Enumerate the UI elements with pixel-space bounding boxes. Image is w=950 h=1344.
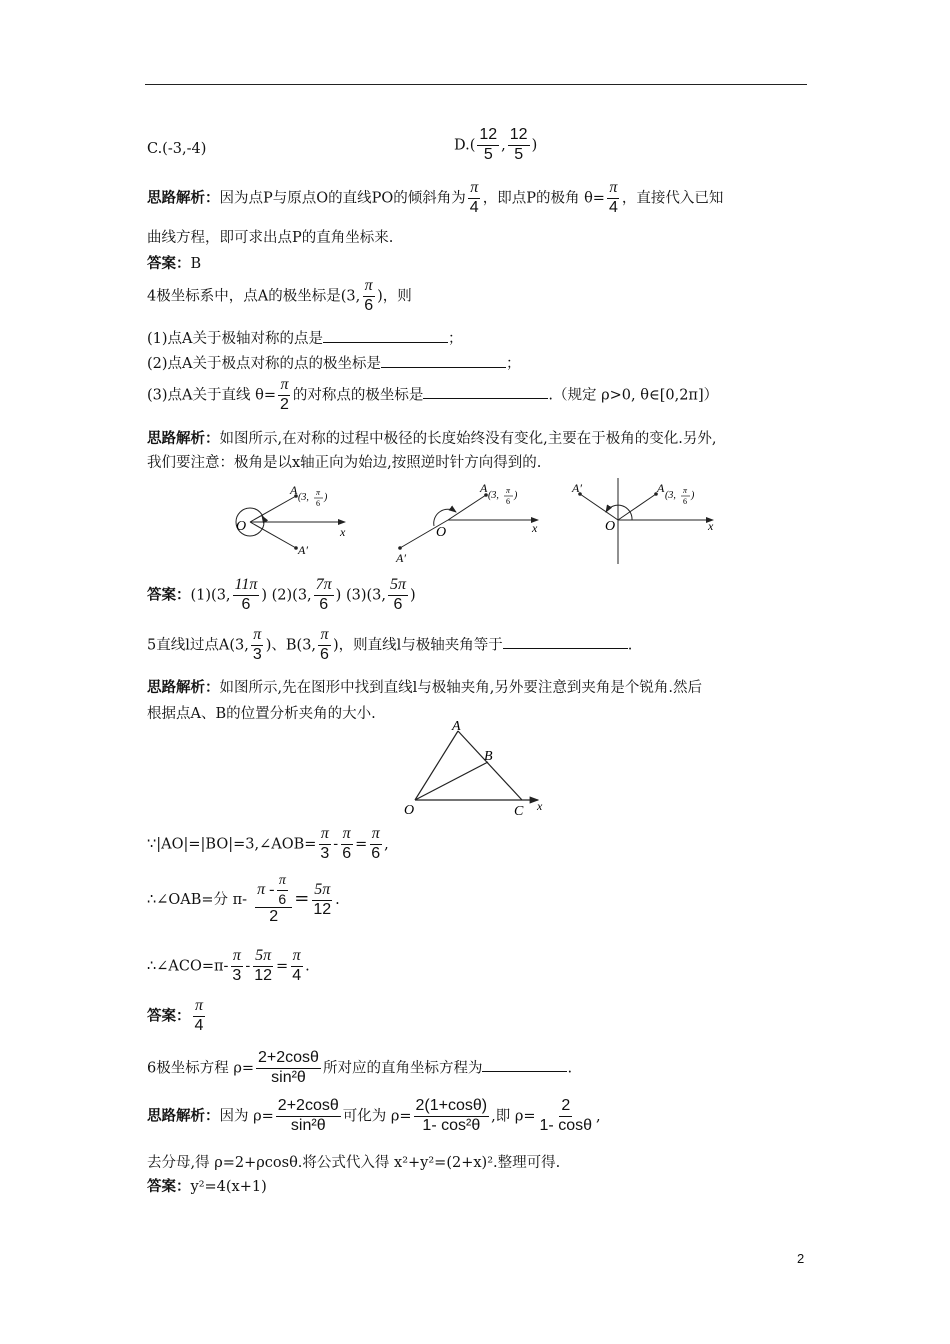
- q4-analysis-line1: 思路解析：如图所示,在对称的过程中极径的长度始终没有变化,主要在于极角的变化.另外,: [147, 431, 717, 447]
- q3-answer: 答案：B: [147, 256, 202, 272]
- q4-analysis-line2: 我们要注意：极角是以x轴正向为始边,按照逆时针方向得到的.: [147, 455, 542, 471]
- q6-stem: 6极坐标方程 ρ= $\frac{2+2\cos\theta}{\text{sin²θ}}$ 所对应的直角坐标方程为 .: [147, 1049, 573, 1086]
- q5-step1: ∵|AO|=|BO|=3,∠AOB= $\frac{\pi}{3}$ - $\frac{\pi}{6}$ = $\frac{\pi}{6}$ ,: [147, 825, 389, 862]
- fig3-six: 6: [683, 497, 687, 506]
- q4-part2: (2)点A关于极点对称的点的极坐标是 ；: [147, 356, 521, 372]
- q5-step3: ∴∠ACO=π- $\frac{\pi}{3}$ - $\frac{5\pi}{12}$ = $\frac{\pi}{4}$ .: [147, 947, 310, 984]
- fig3-Aprime: A′: [572, 481, 582, 495]
- q5-stem: 5直线l过点A(3, $\frac{\pi}{3}$ )、B(3, $\frac{\pi}{6}$ )，则直线l与极轴夹角等于 .: [147, 626, 633, 663]
- q6-analysis-line1: 思路解析：因为 ρ= $\frac{2+2\cos\theta}{\text{sin²θ}}$ 可化为 ρ= $\frac{2(1+\cos\theta)}{\text{1- cos²θ}}$ ,即 ρ= $\frac{2}{1- \cos\theta}$ ,: [147, 1097, 601, 1134]
- fig2-pi: π: [506, 486, 511, 495]
- fig2-O: O: [436, 525, 447, 540]
- fig3-close: ): [691, 490, 695, 501]
- fig2-six: 6: [506, 497, 510, 506]
- option-d: D.( $\frac{12}{5}$ , $\frac{12}{5}$ ): [454, 126, 538, 163]
- fig1-coord: (3,: [298, 492, 309, 503]
- q4-stem: 4极坐标系中，点A的极坐标是(3, $\frac{\pi}{6}$ )，则: [147, 277, 412, 314]
- fig1-x: x: [340, 525, 346, 539]
- q5-analysis-line1: 思路解析：如图所示,先在图形中找到直线l与极轴夹角,另外要注意到夹角是个锐角.然后: [147, 680, 702, 696]
- tri-C: C: [514, 804, 524, 819]
- q4-answer: 答案：(1)(3, $\frac{11\pi}{6}$ ) (2)(3, $\frac{7\pi}{6}$ ) (3)(3, $\frac{5\pi}{6}$ ): [147, 576, 416, 613]
- fig2-coord: (3,: [488, 490, 499, 501]
- figure-3: [571, 478, 714, 564]
- q5-analysis-line2: 根据点A、B的位置分析夹角的大小.: [147, 706, 376, 722]
- fig1-O: O: [236, 519, 247, 534]
- fig2-x: x: [532, 521, 538, 535]
- fig3-A: A: [657, 481, 665, 495]
- q4-figures: [220, 474, 740, 569]
- figure-1: [236, 483, 346, 557]
- q6-answer: 答案：y²=4(x+1): [147, 1179, 267, 1195]
- fig2-A: A: [480, 481, 488, 495]
- q4-part3: (3)点A关于直线 θ= $\frac{\pi}{2}$ 的对称点的极坐标是 .（规定 ρ>0, θ∈[0,2π]）: [147, 376, 719, 413]
- page-number: 2: [797, 1251, 805, 1266]
- q4-part1: (1)点A关于极轴对称的点是 ；: [147, 331, 463, 347]
- header-rule: [145, 84, 807, 85]
- fig1-pi: π: [316, 488, 321, 497]
- fig1-six: 6: [316, 499, 320, 508]
- fig3-coord: (3,: [665, 490, 676, 501]
- figure-2: [395, 481, 538, 565]
- fig3-x: x: [708, 519, 714, 533]
- q5-step2: ∴∠OAB=分 π- π - $\frac{\pi}{6}$ 2 = $\frac{5\pi}{12}$ .: [147, 873, 340, 926]
- q3-analysis-line1: 思路解析：因为点P与原点O的直线PO的倾斜角为 $\frac{\pi}{4}$ ，即点P的极角 θ= $\frac{\pi}{4}$ ，直接代入已知: [147, 179, 724, 216]
- fig1-close: ): [324, 492, 328, 503]
- q5-answer: 答案： $\frac{\pi}{4}$: [147, 997, 204, 1034]
- fig3-O: O: [605, 519, 616, 534]
- q5-triangle-figure: [398, 718, 558, 820]
- fig2-Aprime: A′: [396, 551, 406, 565]
- tri-A: A: [452, 719, 461, 734]
- tri-x: x: [537, 799, 543, 813]
- tri-O: O: [404, 803, 415, 818]
- tri-B: B: [484, 749, 493, 764]
- q6-analysis-line2: 去分母,得 ρ=2+ρcosθ.将公式代入得 x²+y²=(2+x)².整理可得.: [147, 1155, 561, 1171]
- option-c: C.(-3,-4): [147, 141, 207, 157]
- fig3-pi: π: [683, 486, 688, 495]
- q3-analysis-line2: 曲线方程，即可求出点P的直角坐标来.: [147, 230, 394, 246]
- fig1-Aprime: A′: [298, 543, 308, 557]
- fig1-A: A: [290, 483, 298, 497]
- fig2-close: ): [514, 490, 518, 501]
